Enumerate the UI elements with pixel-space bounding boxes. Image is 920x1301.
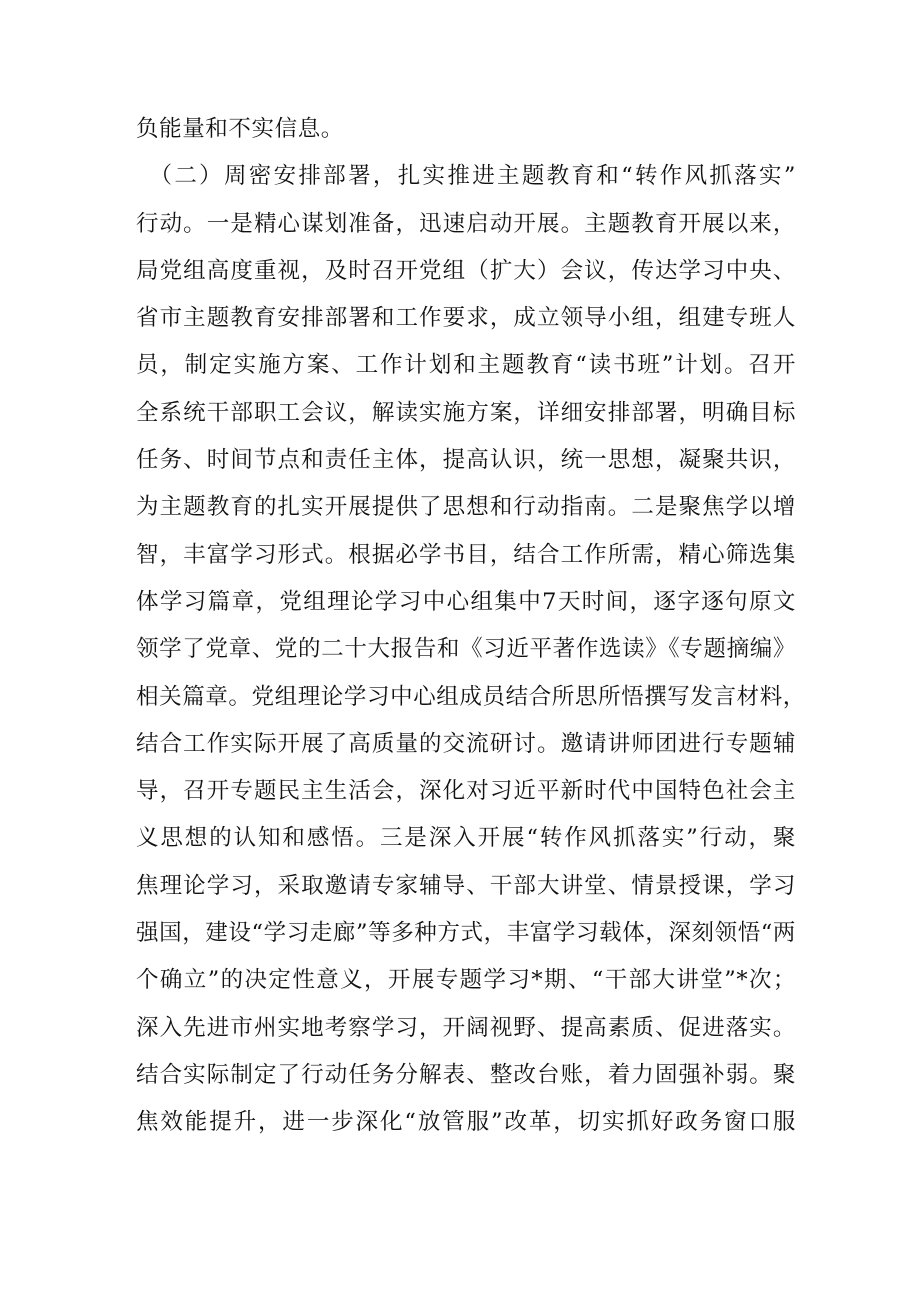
text-line: 导，召开专题民主生活会，深化对习近平新时代中国特色社会主	[136, 778, 796, 805]
text-line: 焦效能提升，进一步深化“放管服”改革，切实抓好政务窗口服	[136, 1109, 796, 1136]
text-line: 深入先进市州实地考察学习，开阔视野、提高素质、促进落实。	[136, 1014, 796, 1041]
text-line: 强国，建设“学习走廊”等多种方式，丰富学习载体，深刻领悟“两	[136, 920, 797, 947]
text-line: 结合实际制定了行动任务分解表、整改台账，着力固强补弱。聚	[136, 1061, 796, 1088]
text-line: 体学习篇章，党组理论学习中心组集中7天时间，逐字逐句原文	[136, 588, 796, 615]
text-line: 任务、时间节点和责任主体，提高认识，统一思想，凝聚共识，	[136, 447, 796, 474]
text-line: 行动。一是精心谋划准备，迅速启动开展。主题教育开展以来，	[136, 210, 796, 237]
text-line: 智，丰富学习形式。根据必学书目，结合工作所需，精心筛选集	[136, 541, 796, 568]
text-line: 负能量和不实信息。	[136, 116, 344, 142]
text-line: 全系统干部职工会议，解读实施方案，详细安排部署，明确目标	[136, 399, 796, 426]
text-line: 局党组高度重视，及时召开党组（扩大）会议，传达学习中央、	[136, 257, 796, 284]
body-text	[136, 106, 806, 1147]
text-line: 焦理论学习，采取邀请专家辅导、干部大讲堂、情景授课，学习	[136, 872, 796, 899]
text-line: 员，制定实施方案、工作计划和主题教育“读书班”计划。召开	[136, 352, 796, 379]
text-line: 相关篇章。党组理论学习中心组成员结合所思所悟撰写发言材料，	[136, 683, 806, 710]
text-line: 义思想的认知和感悟。三是深入开展“转作风抓落实”行动，聚	[136, 825, 796, 852]
text-line: （二）周密安排部署，扎实推进主题教育和“转作风抓落实”	[149, 163, 796, 190]
text-line: 领学了党章、党的二十大报告和《习近平著作选读》《专题摘编》	[136, 636, 796, 663]
text-line: 为主题教育的扎实开展提供了思想和行动指南。二是聚焦学以增	[136, 494, 796, 521]
text-line: 结合工作实际开展了高质量的交流研讨。邀请讲师团进行专题辅	[136, 730, 796, 757]
text-line: 省市主题教育安排部署和工作要求，成立领导小组，组建专班人	[136, 305, 796, 332]
text-line: 个确立”的决定性意义，开展专题学习*期、“干部大讲堂”*次；	[136, 967, 796, 994]
